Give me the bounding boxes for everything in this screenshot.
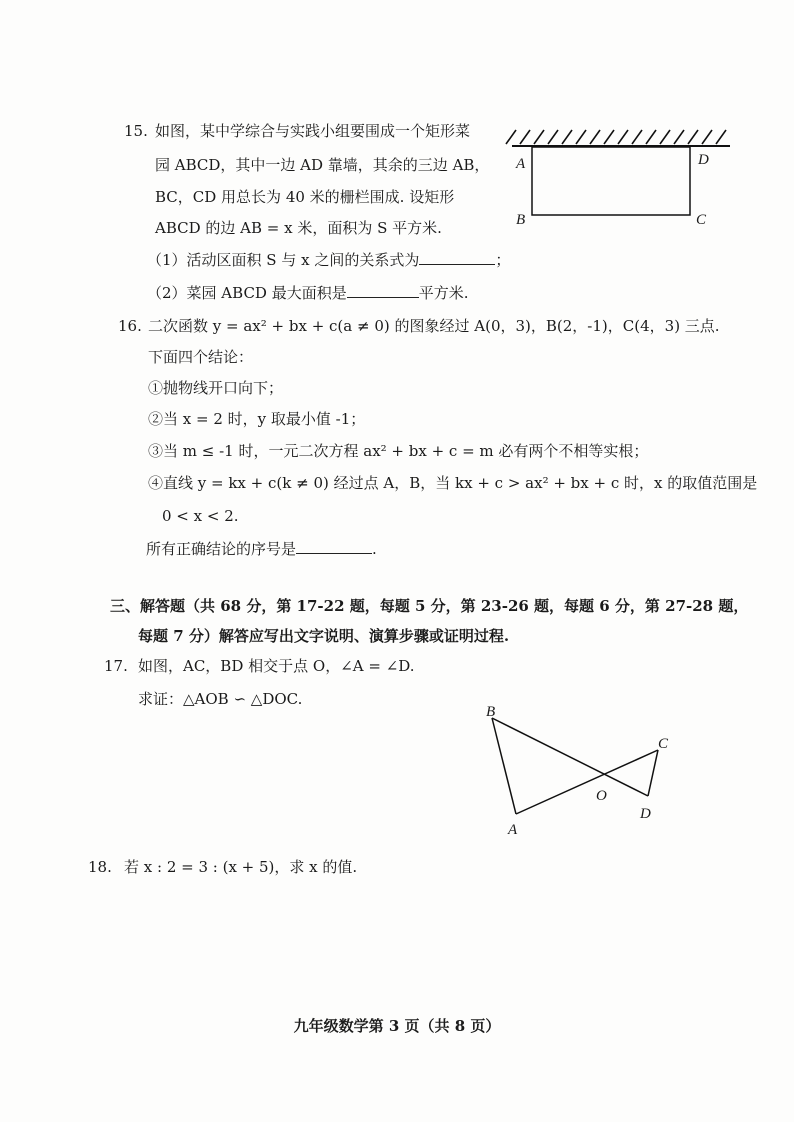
q17-label-O: O — [596, 788, 607, 804]
q15-label-D: D — [698, 152, 709, 168]
q15-line4: ABCD 的边 AB = x 米，面积为 S 平方米. — [155, 219, 442, 237]
q15-sub2 — [147, 282, 469, 304]
segment-BD — [492, 718, 648, 796]
q18-line1: 若 x : 2 = 3 : (x + 5)，求 x 的值. — [124, 858, 358, 876]
q15-sub1-suffix: ； — [495, 251, 511, 269]
q17-label-C: C — [658, 736, 669, 752]
q17-line1: 如图，AC，BD 相交于点 O，∠A = ∠D. — [138, 657, 415, 675]
q15-label-B: B — [516, 212, 526, 228]
garden-rectangle — [532, 147, 690, 215]
q16-conclusion-4: ④直线 y = kx + c(k ≠ 0) 经过点 A，B，当 kx + c > ax² + bx + c 时，x 的取值范围是 — [148, 474, 758, 492]
q16-conclusion-3: ③当 m ≤ -1 时，一元二次方程 ax² + bx + c = m 必有两个不相等实根； — [148, 442, 649, 460]
section3-line2: 每题 7 分）解答应写出文字说明、演算步骤或证明过程. — [138, 627, 510, 645]
q16-ask-text: 所有正确结论的序号是 — [146, 540, 297, 558]
q16-answer-blank[interactable] — [296, 539, 372, 554]
section3-line1: 三、解答题（共 68 分，第 17-22 题，每题 5 分，第 23-26 题，每题 6 分，第 27-28 题， — [110, 597, 749, 615]
q16-conclusion-2: ②当 x = 2 时，y 取最小值 -1； — [148, 410, 366, 428]
q16-conclusion-4-cont: 0 < x < 2. — [162, 507, 239, 525]
q17-label-D: D — [640, 806, 651, 822]
q16-ask-suffix: . — [372, 540, 377, 558]
q15-sub2-blank[interactable] — [347, 283, 419, 298]
q15-sub1-blank[interactable] — [419, 250, 495, 265]
q15-sub2-suffix: 平方米. — [418, 284, 469, 302]
q18-number: 18. — [88, 858, 112, 876]
segment-AC — [516, 750, 658, 814]
q17-figure — [478, 696, 688, 846]
q17-line2: 求证：△AOB ∽ △DOC. — [138, 690, 303, 708]
q16-conclusion-1: ①抛物线开口向下； — [148, 379, 284, 397]
q15-figure — [500, 118, 740, 238]
q15-label-C: C — [696, 212, 707, 228]
q16-line1: 二次函数 y = ax² + bx + c(a ≠ 0) 的图象经过 A(0，3)，B(2，-1)，C(4，3) 三点. — [148, 317, 720, 335]
segment-CD — [648, 750, 658, 796]
q16-ask — [146, 538, 377, 560]
q15-number: 15. — [124, 122, 148, 140]
q15-line3: BC，CD 用总长为 40 米的栅栏围成. 设矩形 — [155, 188, 455, 206]
q15-label-A: A — [516, 156, 526, 172]
q16-number: 16. — [118, 317, 142, 335]
q17-number: 17. — [104, 657, 128, 675]
q16-line2: 下面四个结论： — [148, 348, 254, 366]
q15-line1: 如图，某中学综合与实践小组要围成一个矩形菜 — [155, 122, 471, 140]
q15-sub1 — [147, 249, 510, 271]
wall-hatching — [506, 130, 726, 144]
segment-AB — [492, 718, 516, 814]
q15-sub2-text: （2）菜园 ABCD 最大面积是 — [147, 284, 347, 302]
q17-label-B: B — [486, 704, 496, 720]
q15-line2: 园 ABCD，其中一边 AD 靠墙，其余的三边 AB， — [155, 156, 490, 174]
q17-label-A: A — [508, 822, 518, 838]
page-footer: 九年级数学第 3 页（共 8 页） — [293, 1017, 501, 1035]
q15-sub1-text: （1）活动区面积 S 与 x 之间的关系式为 — [147, 251, 420, 269]
